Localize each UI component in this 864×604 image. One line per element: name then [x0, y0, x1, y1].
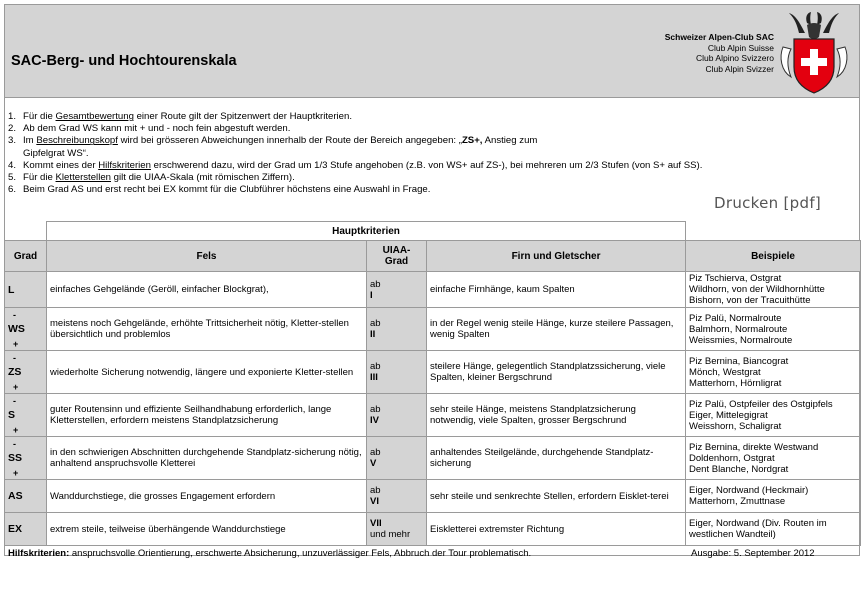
example-item: Matterhorn, Zmuttnase [689, 496, 786, 507]
note-text: Für die [23, 111, 56, 122]
column-header-ice: Firn und Gletscher [427, 241, 686, 272]
rock-cell: meistens noch Gehgelände, erhöhte Trittsicherheit nötig, Kletter-stellen übersichtlich und problemlos [47, 308, 367, 351]
table-row [5, 272, 861, 308]
note-text: Ab dem Grad WS kann mit + und - noch fein abgestuft werden. [23, 123, 291, 135]
uiaa-prefix: ab [370, 404, 381, 415]
ice-cell: einfache Firnhänge, kaum Spalten [427, 272, 686, 308]
uiaa-prefix: ab [370, 278, 381, 290]
main-criteria-header: Hauptkriterien [47, 222, 686, 241]
grade-cell [5, 480, 47, 513]
note-item [8, 135, 702, 147]
gesamtbewertung-link[interactable]: Gesamtbewertung [55, 111, 134, 122]
example-item: Weissmies, Normalroute [689, 334, 793, 346]
footer-label: Hilfskriterien: [8, 548, 70, 559]
note-text: Im [23, 135, 37, 147]
grade-plus: + [13, 425, 19, 435]
rock-cell: wiederholte Sicherung notwendig, längere und exponierte Kletter-stellen [47, 351, 367, 394]
uiaa-suffix: und mehr [370, 529, 411, 540]
rock-cell: extrem steile, teilweise überhängende Wanddurchstiege [47, 513, 367, 546]
uiaa-cell [367, 272, 427, 308]
org-name-de: Schweizer Alpen-Club SAC [664, 32, 774, 42]
grade-minus: - [13, 310, 16, 320]
table-row [5, 437, 861, 480]
note-text: Beim Grad AS und erst recht bei EX kommt für die Clubführer höchstens eine Auswahl in Frage. [23, 184, 431, 196]
org-name-rm: Club Alpin Svizzer [705, 63, 774, 74]
grade-plus: + [13, 382, 19, 392]
column-header-grade: Grad [5, 241, 47, 272]
page-title: SAC-Berg- und Hochtourenskala [11, 53, 237, 69]
example-item: Doldenhorn, Ostgrat [689, 452, 775, 464]
note-item [8, 111, 702, 123]
table-row [5, 513, 861, 546]
note-bold: ZS+, [461, 135, 483, 147]
grade-label: WS [8, 323, 25, 335]
example-item: Matterhorn, Hörnligrat [689, 377, 782, 389]
uiaa-prefix: ab [370, 318, 381, 329]
uiaa-cell [367, 394, 427, 437]
table-row [5, 394, 861, 437]
note-item [8, 160, 702, 172]
column-header-row [5, 241, 861, 272]
example-item: Piz Palü, Normalroute [689, 312, 782, 324]
table-row [5, 351, 861, 394]
grade-plus: + [13, 339, 19, 349]
column-header-rock: Fels [47, 241, 367, 272]
main-header-row [5, 222, 861, 241]
rock-cell: guter Routensinn und effiziente Seilhandhabung erforderlich, lange Kletterstellen, erfordern meistens Standplatzsicherung [47, 394, 367, 437]
grade-cell [5, 437, 47, 480]
note-text: Für die [23, 172, 56, 184]
uiaa-grade: VI [370, 496, 379, 507]
note-text: Kommt eines der [23, 159, 99, 171]
note-number: 2. [8, 123, 17, 135]
uiaa-prefix: ab [370, 447, 381, 458]
ice-cell: in der Regel wenig steile Hänge, kurze steilere Passagen, wenig Spalten [427, 308, 686, 351]
uiaa-grade: I [370, 289, 373, 301]
example-item: Piz Bernina, Biancograt [689, 355, 789, 367]
kletterstellen-link[interactable]: Kletterstellen [55, 172, 111, 184]
grade-label: S [8, 409, 16, 421]
uiaa-cell [367, 308, 427, 351]
example-item: Piz Tschierva, Ostgrat [689, 273, 782, 284]
grade-cell [5, 308, 47, 351]
example-item: Eiger, Nordwand (Div. Routen im westlichen Wandteil) [689, 518, 827, 540]
note-number: 1. [8, 111, 17, 122]
examples-cell [686, 308, 861, 351]
examples-cell [686, 437, 861, 480]
grade-cell [5, 513, 47, 546]
example-item: Wildhorn, von der Wildhornhütte [689, 284, 825, 295]
example-item: Eiger, Nordwand (Heckmair) [689, 485, 809, 496]
org-names [665, 32, 774, 74]
ice-cell: Eiskletterei extremster Richtung [427, 513, 686, 546]
example-item: Eiger, Mittelegigrat [689, 409, 768, 421]
example-item: Piz Palü, Ostpfeiler des Ostgipfels [689, 398, 833, 410]
note-text: einer Route gilt der Spitzenwert der Hauptkriterien. [133, 111, 353, 122]
uiaa-prefix: ab [370, 361, 381, 372]
rock-cell: Wanddurchstiege, die grosses Engagement erfordern [47, 480, 367, 513]
example-item: Piz Bernina, direkte Westwand [689, 441, 819, 453]
sac-logo-icon [777, 11, 851, 95]
uiaa-grade: VII [370, 518, 382, 529]
table-row [5, 480, 861, 513]
grade-label: EX [8, 523, 23, 535]
uiaa-grade: IV [370, 415, 379, 426]
grade-minus: - [13, 439, 16, 449]
grade-label: ZS [8, 366, 22, 378]
ice-cell: anhaltendes Steilgelände, durchgehende Standplatz-sicherung [427, 437, 686, 480]
grade-label: SS [8, 452, 23, 464]
rock-cell: in den schwierigen Abschnitten durchgehende Standplatz-sicherung nötig, anhaltend anspruchsvolle Kletterei [47, 437, 367, 480]
examples-cell [686, 272, 861, 308]
beschreibungskopf-link[interactable]: Beschreibungskopf [36, 135, 118, 147]
note-number: 5. [8, 172, 17, 184]
example-item: Weisshorn, Schaligrat [689, 420, 782, 432]
org-name-fr: Club Alpin Suisse [707, 42, 774, 53]
uiaa-prefix: ab [370, 485, 381, 496]
note-item-continuation [8, 148, 702, 160]
uiaa-cell [367, 437, 427, 480]
examples-cell [686, 394, 861, 437]
footer-note [8, 548, 531, 559]
grade-plus: + [13, 468, 19, 478]
note-item [8, 123, 702, 135]
note-text: erschwerend dazu, wird der Grad um 1/3 Stufe angehoben (z.B. von WS+ auf ZS-), bei mehreren um 2/3 Stufen (von S+ auf SS). [150, 159, 703, 171]
grade-label: AS [8, 490, 23, 502]
grade-table [4, 221, 861, 546]
examples-cell [686, 513, 861, 546]
rock-cell: einfaches Gehgelände (Geröll, einfacher Blockgrat), [47, 272, 367, 308]
ice-cell: sehr steile Hänge, meistens Standplatzsicherung notwendig, viele Spalten, grosser Bergschrund [427, 394, 686, 437]
grade-cell [5, 394, 47, 437]
table-row [5, 308, 861, 351]
header [4, 4, 860, 98]
notes-list [8, 111, 702, 196]
example-item: Dent Blanche, Nordgrat [689, 463, 789, 475]
note-number: 3. [8, 135, 17, 147]
uiaa-cell [367, 513, 427, 546]
example-item: Bishorn, von der Tracuithütte [689, 295, 811, 306]
examples-cell [686, 351, 861, 394]
footer-text: anspruchsvolle Orientierung, erschwerte Absicherung, unzuverlässiger Fels, Abbruch der Tour problematisch. [69, 548, 532, 559]
grade-cell [5, 351, 47, 394]
column-header-uiaa: UIAA- Grad [367, 241, 427, 272]
examples-cell [686, 480, 861, 513]
note-text: wird bei grösseren Abweichungen innerhalb der Route der Bereich angegeben: „ [117, 135, 462, 147]
note-text: gilt die UIAA-Skala (mit römischen Ziffern). [111, 172, 295, 184]
uiaa-grade: III [370, 372, 378, 383]
example-item: Mönch, Westgrat [689, 366, 761, 378]
ice-cell: sehr steile und senkrechte Stellen, erfordern Eisklet-terei [427, 480, 686, 513]
example-item: Balmhorn, Normalroute [689, 323, 788, 335]
grade-label: L [8, 283, 15, 296]
org-name-it: Club Alpino Svizzero [696, 53, 774, 63]
column-header-examples: Beispiele [686, 241, 861, 272]
uiaa-cell [367, 480, 427, 513]
note-item [8, 184, 702, 196]
grade-minus: - [13, 353, 16, 363]
grade-minus: - [13, 396, 16, 406]
note-item [8, 172, 702, 184]
note-text: Anstieg zum [482, 135, 538, 147]
uiaa-grade: II [370, 329, 376, 340]
ice-cell: steilere Hänge, gelegentlich Standplatzssicherung, viele Spalten, kleiner Bergschrund [427, 351, 686, 394]
note-text: Gipfelgrat WS“. [23, 147, 89, 159]
grade-cell [5, 272, 47, 308]
note-number: 6. [8, 184, 17, 196]
uiaa-grade: V [370, 458, 377, 469]
note-number: 4. [8, 159, 17, 171]
edition-date: Ausgabe: 5. September 2012 [691, 548, 815, 559]
hilfskriterien-link[interactable]: Hilfskriterien [98, 159, 151, 171]
uiaa-cell [367, 351, 427, 394]
print-pdf-link[interactable]: Drucken [pdf] [714, 194, 822, 212]
